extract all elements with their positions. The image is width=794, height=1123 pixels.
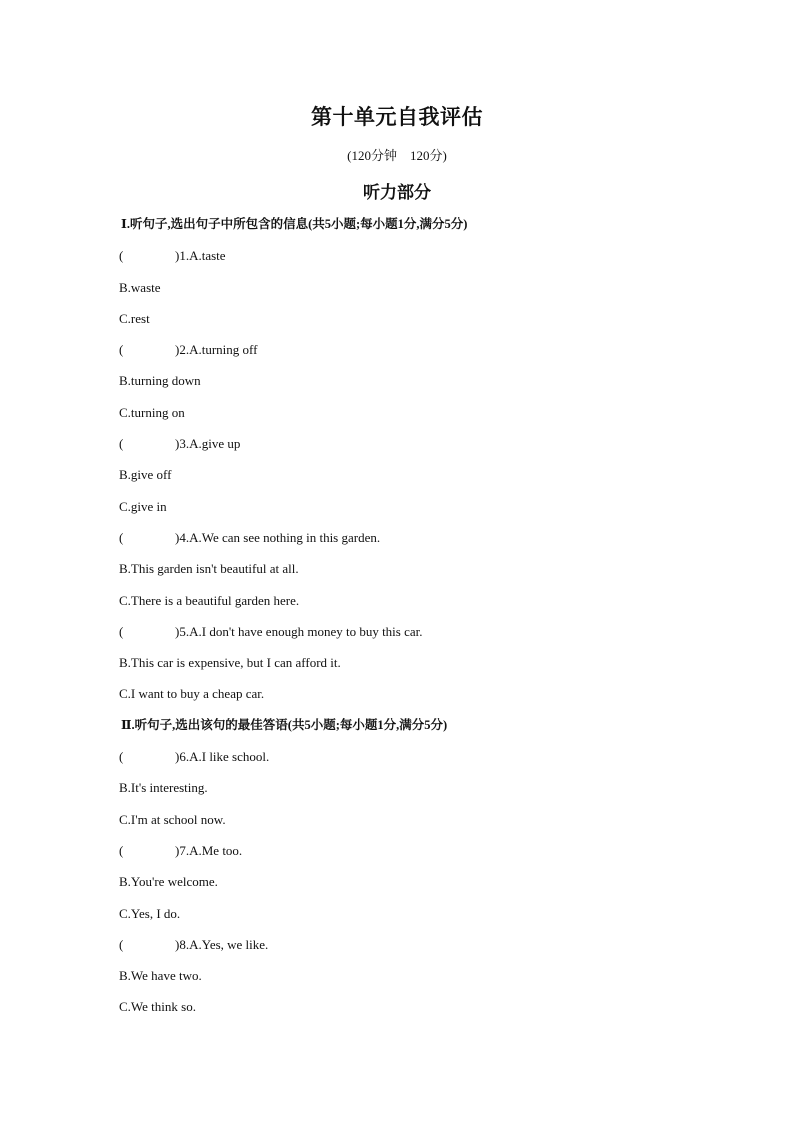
answer-blank[interactable]: ( [119, 842, 124, 858]
option-b-text: It's interesting. [130, 780, 208, 796]
option-c-line [119, 491, 759, 522]
option-b-line [119, 647, 759, 678]
option-b-line [119, 772, 759, 803]
paren-close: ) [175, 623, 180, 639]
option-c-text: turning on [130, 404, 185, 420]
question-line [119, 428, 759, 459]
question-line [119, 522, 759, 553]
option-a-text: Yes, we like. [201, 936, 269, 952]
option-c-text: There is a beautiful garden here. [130, 592, 300, 608]
option-a-text: I like school. [201, 749, 270, 765]
option-b-label: B. [119, 874, 131, 890]
answer-blank[interactable]: ( [119, 248, 124, 264]
paren-close: ) [175, 529, 180, 545]
option-c-text: We think so. [130, 999, 196, 1015]
option-c-text: I'm at school now. [130, 811, 226, 827]
question-line [119, 334, 759, 365]
question-line [119, 835, 759, 866]
option-b-line [119, 272, 759, 303]
paren-close: ) [175, 749, 180, 765]
section-heading: Ⅰ.听句子,选出句子中所包含的信息(共5小题;每小题1分,满分5分) [121, 217, 468, 231]
question-number: 2 [179, 342, 186, 358]
option-a-text: We can see nothing in this garden. [201, 529, 381, 545]
option-b-line [119, 553, 759, 584]
option-b-text: waste [130, 279, 161, 295]
paren-close: ) [175, 436, 180, 452]
option-c-line [119, 898, 759, 929]
option-b-label: B. [119, 373, 131, 389]
option-c-text: I want to buy a cheap car. [130, 686, 265, 702]
option-c-line [119, 991, 759, 1022]
answer-blank[interactable]: ( [119, 623, 124, 639]
option-a-label: .A. [185, 623, 202, 639]
option-b-label: B. [119, 780, 131, 796]
question-line [119, 616, 759, 647]
option-b-line [119, 459, 759, 490]
page-title: 第十单元自我评估 [311, 105, 483, 129]
option-a-text: I don't have enough money to buy this car. [201, 623, 423, 639]
option-b-line [119, 866, 759, 897]
question-number: 4 [179, 529, 186, 545]
answer-blank[interactable]: ( [119, 342, 124, 358]
option-c-label: C. [119, 404, 131, 420]
option-b-line [119, 365, 759, 396]
option-b-text: We have two. [130, 968, 202, 984]
option-b-label: B. [119, 467, 131, 483]
answer-blank[interactable]: ( [119, 436, 124, 452]
paren-close: ) [175, 936, 180, 952]
question-line [119, 929, 759, 960]
option-c-label: C. [119, 905, 131, 921]
answer-blank[interactable]: ( [119, 529, 124, 545]
option-c-line [119, 303, 759, 334]
question-line [119, 240, 759, 271]
option-b-label: B. [119, 279, 131, 295]
option-c-label: C. [119, 686, 131, 702]
option-a-label: .A. [185, 248, 202, 264]
paren-close: ) [175, 842, 180, 858]
option-c-label: C. [119, 592, 131, 608]
option-b-text: You're welcome. [130, 874, 218, 890]
question-number: 8 [179, 936, 186, 952]
answer-blank[interactable]: ( [119, 936, 124, 952]
option-b-label: B. [119, 968, 131, 984]
paren-close: ) [175, 248, 180, 264]
option-a-label: .A. [185, 936, 202, 952]
question-number: 6 [179, 749, 186, 765]
option-c-line [119, 804, 759, 835]
option-b-text: give off [130, 467, 172, 483]
option-b-text: This garden isn't beautiful at all. [130, 561, 299, 577]
option-b-text: turning down [130, 373, 201, 389]
option-a-label: .A. [185, 842, 202, 858]
question-line [119, 741, 759, 772]
option-a-text: turning off [201, 342, 258, 358]
option-c-label: C. [119, 498, 131, 514]
option-b-label: B. [119, 655, 131, 671]
option-a-label: .A. [185, 342, 202, 358]
question-number: 3 [179, 436, 186, 452]
option-c-label: C. [119, 811, 131, 827]
option-a-label: .A. [185, 436, 202, 452]
option-a-text: give up [201, 436, 241, 452]
answer-blank[interactable]: ( [119, 749, 124, 765]
option-b-line [119, 960, 759, 991]
option-c-text: rest [130, 310, 150, 326]
option-c-line [119, 678, 759, 709]
option-a-text: Me too. [201, 842, 243, 858]
question-number: 7 [179, 842, 186, 858]
option-c-label: C. [119, 999, 131, 1015]
option-a-label: .A. [185, 529, 202, 545]
option-a-label: .A. [185, 749, 202, 765]
exam-content [119, 209, 759, 1023]
question-number: 5 [179, 623, 186, 639]
question-number: 1 [179, 248, 186, 264]
section-heading: Ⅱ.听句子,选出该句的最佳答语(共5小题;每小题1分,满分5分) [121, 717, 448, 732]
paren-close: ) [175, 342, 180, 358]
option-a-text: taste [201, 248, 226, 264]
option-b-text: This car is expensive, but I can afford it. [130, 655, 341, 671]
option-c-label: C. [119, 310, 131, 326]
option-c-line [119, 397, 759, 428]
option-c-text: Yes, I do. [130, 905, 181, 921]
part-title: 听力部分 [363, 183, 431, 202]
option-b-label: B. [119, 561, 131, 577]
page-subtitle: (120分钟 120分) [347, 148, 447, 163]
option-c-text: give in [130, 498, 167, 514]
option-c-line [119, 585, 759, 616]
